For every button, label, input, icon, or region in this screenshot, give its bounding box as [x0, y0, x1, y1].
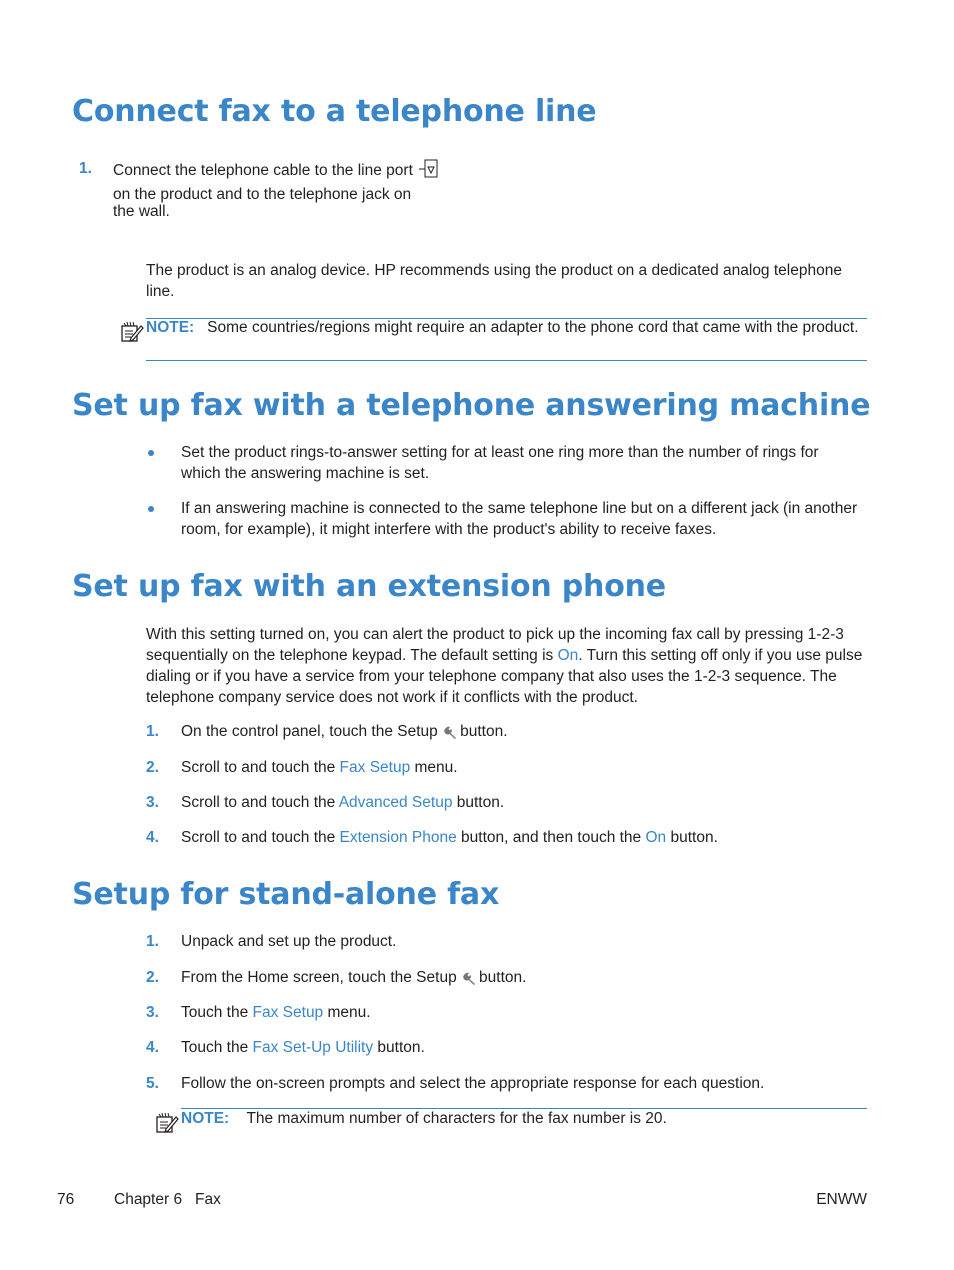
step-text [181, 1002, 371, 1023]
step-text-a: Scroll to and touch the [181, 794, 339, 811]
step1-line-c: the wall. [113, 203, 170, 220]
step-text: Follow the on-screen prompts and select the appropriate response for each question. [181, 1075, 765, 1092]
step-text-b: menu. [410, 759, 458, 776]
step1-line-a: Connect the telephone cable to the line port [113, 162, 413, 179]
step-text [181, 721, 508, 745]
footer-right-label: ENWW [816, 1191, 867, 1208]
step-text-a: Touch the [181, 1039, 253, 1056]
note-text [181, 1108, 667, 1129]
on-link: On [557, 647, 579, 664]
step-text [181, 967, 526, 991]
fax-setup-link: Fax Setup [252, 1004, 324, 1021]
fax-setup-link: Fax Setup [339, 759, 411, 776]
step-number: 2. [146, 759, 159, 776]
step-text-a: Scroll to and touch the [181, 829, 340, 846]
note-icon [155, 1111, 179, 1141]
step-text-a: Scroll to and touch the [181, 759, 340, 776]
step-number: 2. [146, 969, 159, 986]
extension-paragraph [146, 624, 866, 708]
analog-paragraph: The product is an analog device. HP recommends using the product on a dedicated analog telephone line. [146, 262, 842, 300]
note-text [146, 317, 866, 338]
line-port-icon [419, 159, 439, 185]
step-text [181, 792, 504, 813]
step-text-c: button. [666, 829, 718, 846]
heading-standalone-fax: Setup for stand-alone fax [72, 877, 500, 912]
step-text [181, 757, 458, 778]
wrench-icon [444, 724, 458, 745]
step-number: 4. [146, 1039, 159, 1056]
step-text-a: Touch the [181, 1004, 253, 1021]
step-text [181, 1037, 425, 1058]
para-text-b: . Turn this setting off only if you use pulse dialing or if you have a service from your telephone company that also uses the 1-2-3 sequence. The telephone company service does not work if it conflicts with the product. [146, 647, 863, 706]
step1-line-b: on the product and to the telephone jack on [113, 186, 412, 203]
step-number: 4. [146, 829, 159, 846]
bullet-marker [148, 450, 154, 456]
bullet-marker [148, 506, 154, 512]
step-text [181, 827, 718, 848]
step-number: 3. [146, 1004, 159, 1021]
page-number: 76 [57, 1191, 75, 1208]
note-label: NOTE: [146, 319, 195, 336]
note-body: Some countries/regions might require an adapter to the phone cord that came with the product. [207, 319, 859, 336]
step-text-b: menu. [323, 1004, 371, 1021]
advanced-setup-link: Advanced Setup [338, 794, 453, 811]
heading-extension-phone: Set up fax with an extension phone [72, 569, 666, 604]
step-number: 1. [146, 933, 159, 950]
heading-answering-machine: Set up fax with a telephone answering machine [72, 388, 871, 423]
heading-connect-fax: Connect fax to a telephone line [72, 94, 597, 129]
step-text-a: On the control panel, touch the Setup [181, 723, 438, 740]
note-body: The maximum number of characters for the fax number is 20. [246, 1110, 667, 1127]
fax-setup-utility-link: Fax Set-Up Utility [252, 1039, 374, 1056]
step-text-b: button. [460, 723, 508, 740]
step-text-a: From the Home screen, touch the Setup [181, 969, 457, 986]
step-text-b: button. [373, 1039, 425, 1056]
wrench-icon [463, 970, 477, 991]
step-text-b: button. [452, 794, 505, 811]
step-number: 3. [146, 794, 159, 811]
note-label: NOTE: [181, 1110, 230, 1127]
step-text [113, 159, 453, 222]
note-bottom-rule [146, 360, 867, 361]
note-icon [120, 320, 144, 350]
bullet-item: If an answering machine is connected to the same telephone line but on a different jack (in another room, for example), it might interfere with the product's ability to receive faxes. [181, 500, 858, 538]
extension-phone-link: Extension Phone [339, 829, 457, 846]
para-text-a: With this setting turned on, you can alert the product to pick up the incoming fax call by pressing 1-2-3 sequentially on the telephone keypad. The default setting is [146, 626, 844, 664]
step-number: 1. [146, 723, 159, 740]
step-text: Unpack and set up the product. [181, 933, 397, 950]
step-text-b: button, and then touch the [456, 829, 646, 846]
chapter-label: Chapter 6 Fax [114, 1191, 221, 1208]
step-number: 5. [146, 1075, 159, 1092]
bullet-item: Set the product rings-to-answer setting for at least one ring more than the number of rings for which the answering machine is set. [181, 444, 819, 482]
step-number: 1. [79, 160, 92, 177]
step-text-b: button. [479, 969, 527, 986]
on-link: On [645, 829, 667, 846]
